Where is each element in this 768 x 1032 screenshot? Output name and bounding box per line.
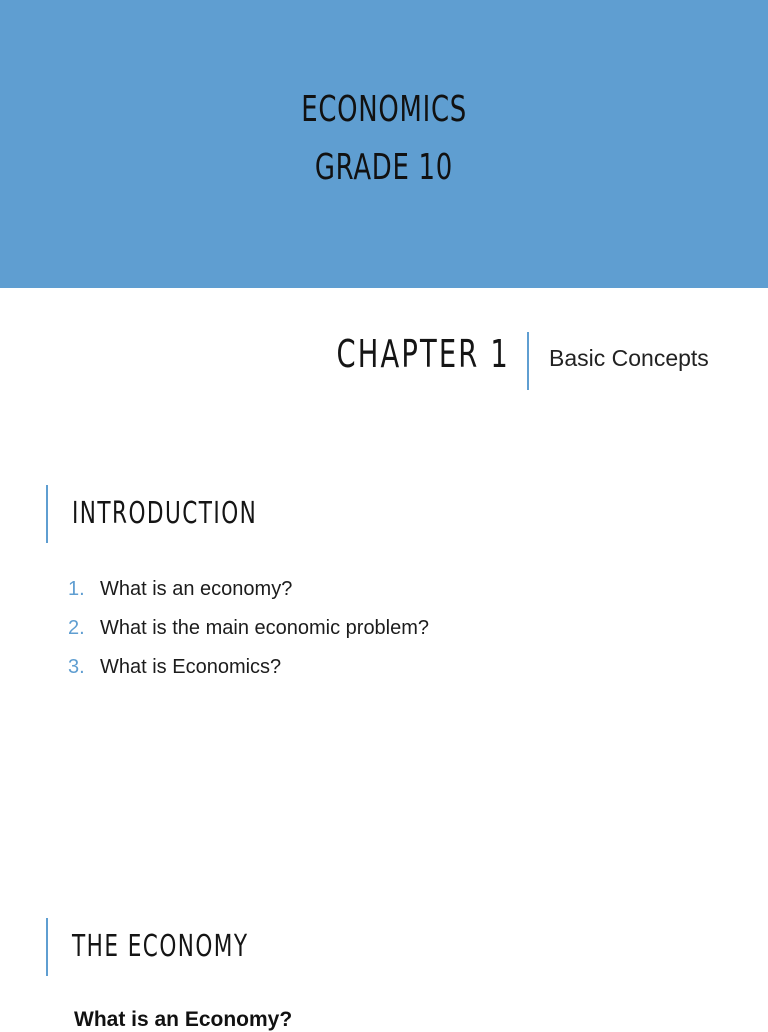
list-item	[68, 578, 429, 617]
introduction-list	[68, 578, 429, 695]
chapter-header	[0, 330, 768, 390]
chapter-title-text: CHAPTER 1	[336, 332, 510, 376]
list-item-number: 3.	[68, 656, 85, 678]
document-subtitle	[0, 146, 768, 188]
list-item	[68, 617, 429, 656]
economy-heading-text: THE ECONOMY	[72, 929, 249, 964]
list-item-text: What is Economics?	[100, 656, 282, 678]
chapter-divider	[527, 332, 529, 390]
list-item-text: What is an economy?	[100, 578, 293, 600]
title-banner	[0, 0, 768, 288]
document-title-text: ECONOMICS	[301, 89, 467, 130]
chapter-subtitle: Basic Concepts	[549, 345, 709, 371]
introduction-accent-bar	[46, 485, 48, 543]
introduction-heading-text: INTRODUCTION	[72, 496, 258, 531]
list-item-number: 1.	[68, 578, 85, 600]
chapter-title	[269, 332, 510, 377]
economy-accent-bar	[46, 918, 48, 976]
document-subtitle-text: GRADE 10	[314, 147, 454, 188]
list-item-text: What is the main economic problem?	[100, 617, 430, 639]
list-item	[68, 656, 429, 695]
list-item-number: 2.	[68, 617, 85, 639]
economy-heading	[72, 929, 317, 964]
introduction-heading	[72, 496, 329, 531]
document-title	[0, 88, 768, 130]
economy-subheading: What is an Economy?	[74, 1008, 293, 1031]
